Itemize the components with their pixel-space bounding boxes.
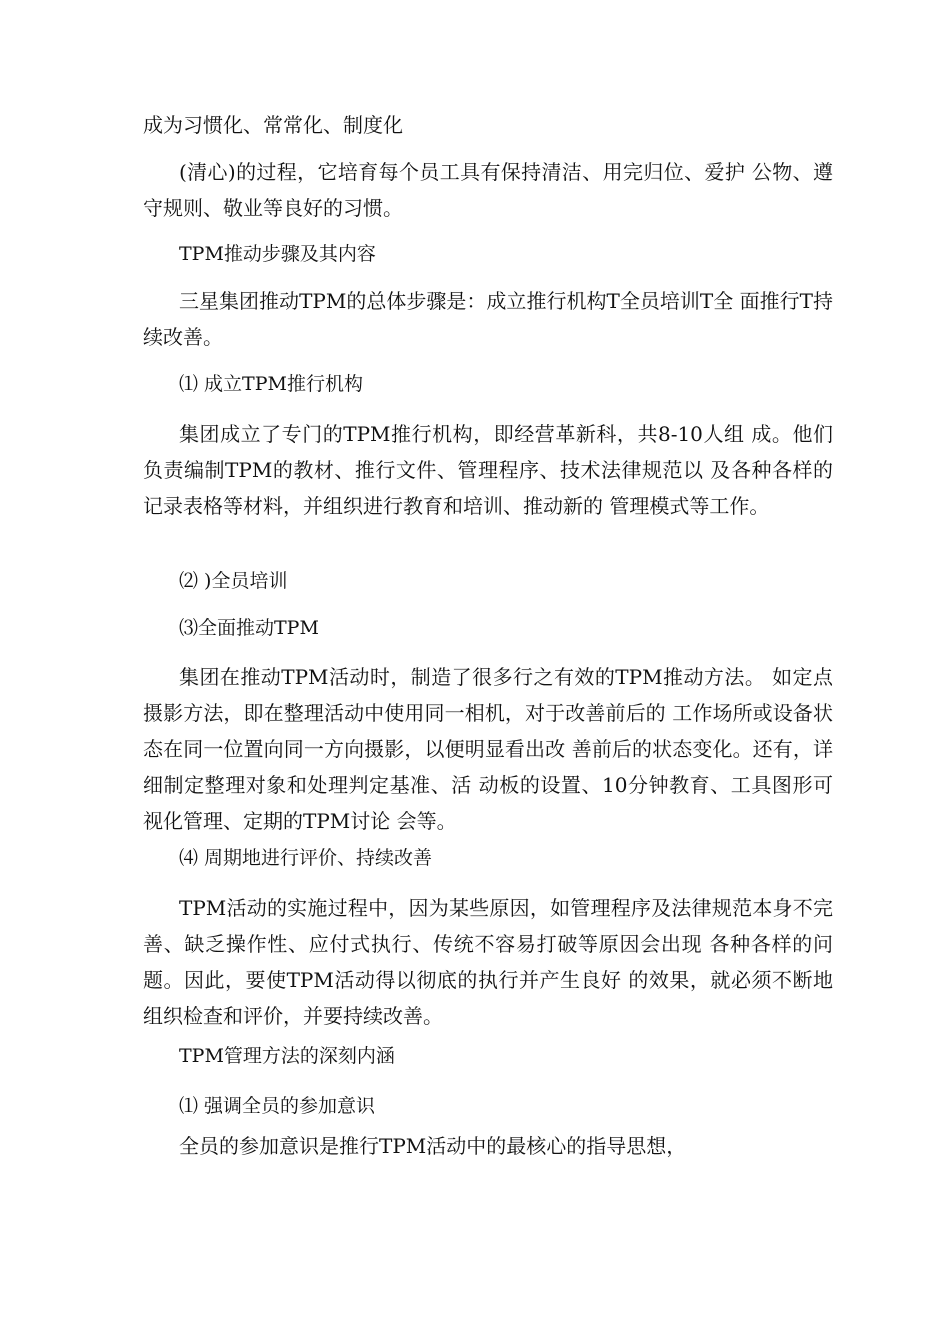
heading-step-2: ⑵ )全员培训: [179, 570, 288, 592]
heading-tpm-steps: TPM推动步骤及其内容: [179, 243, 376, 265]
paragraph-habit: 成为习惯化、常常化、制度化: [143, 113, 403, 137]
paragraph-step-3: 集团在推动TPM活动时，制造了很多行之有效的TPM推动方法。 如定点摄影方法，即在整理活动中使用同一相机，对于改善前后的 工作场所或设备状态在同一位置向同一方向摄影，以便明显看出改 善前后的状态变化。还有，详细制定整理对象和处理判定基准、活 动板的设置、10分钟教育、工具图形可视化管理、定期的TPM讨论 会等。: [143, 665, 833, 833]
heading-step-3: ⑶全面推动TPM: [179, 617, 319, 639]
paragraph-step-1: 集团成立了专门的TPM推行机构，即经营革新科，共8-10人组 成。他们负责编制TPM的教材、推行文件、管理程序、技术法律规范以 及各种各样的记录表格等材料，并组织进行教育和培训、推动新的 管理模式等工作。: [143, 422, 833, 518]
heading-step-4: ⑷ 周期地进行评价、持续改善: [179, 847, 433, 869]
paragraph-step-4: TPM活动的实施过程中，因为某些原因，如管理程序及法律规范本身不完善、缺乏操作性、应付式执行、传统不容易打破等原因会出现 各种各样的问题。因此，要使TPM活动得以彻底的执行并产生良好 的效果，就必须不断地组织检查和评价，并要持续改善。: [143, 896, 833, 1028]
heading-participation: ⑴ 强调全员的参加意识: [179, 1095, 376, 1117]
heading-tpm-meaning: TPM管理方法的深刻内涵: [179, 1045, 395, 1067]
paragraph-cleanliness: (清心)的过程，它培育每个员工具有保持清洁、用完归位、爱护 公物、遵守规则、敬业等良好的习惯。: [143, 160, 833, 220]
paragraph-participation: 全员的参加意识是推行TPM活动中的最核心的指导思想，: [179, 1134, 687, 1158]
heading-step-1: ⑴ 成立TPM推行机构: [179, 373, 363, 395]
paragraph-overall-steps: 三星集团推动TPM的总体步骤是：成立推行机构T全员培训T全 面推行T持续改善。: [143, 289, 833, 349]
